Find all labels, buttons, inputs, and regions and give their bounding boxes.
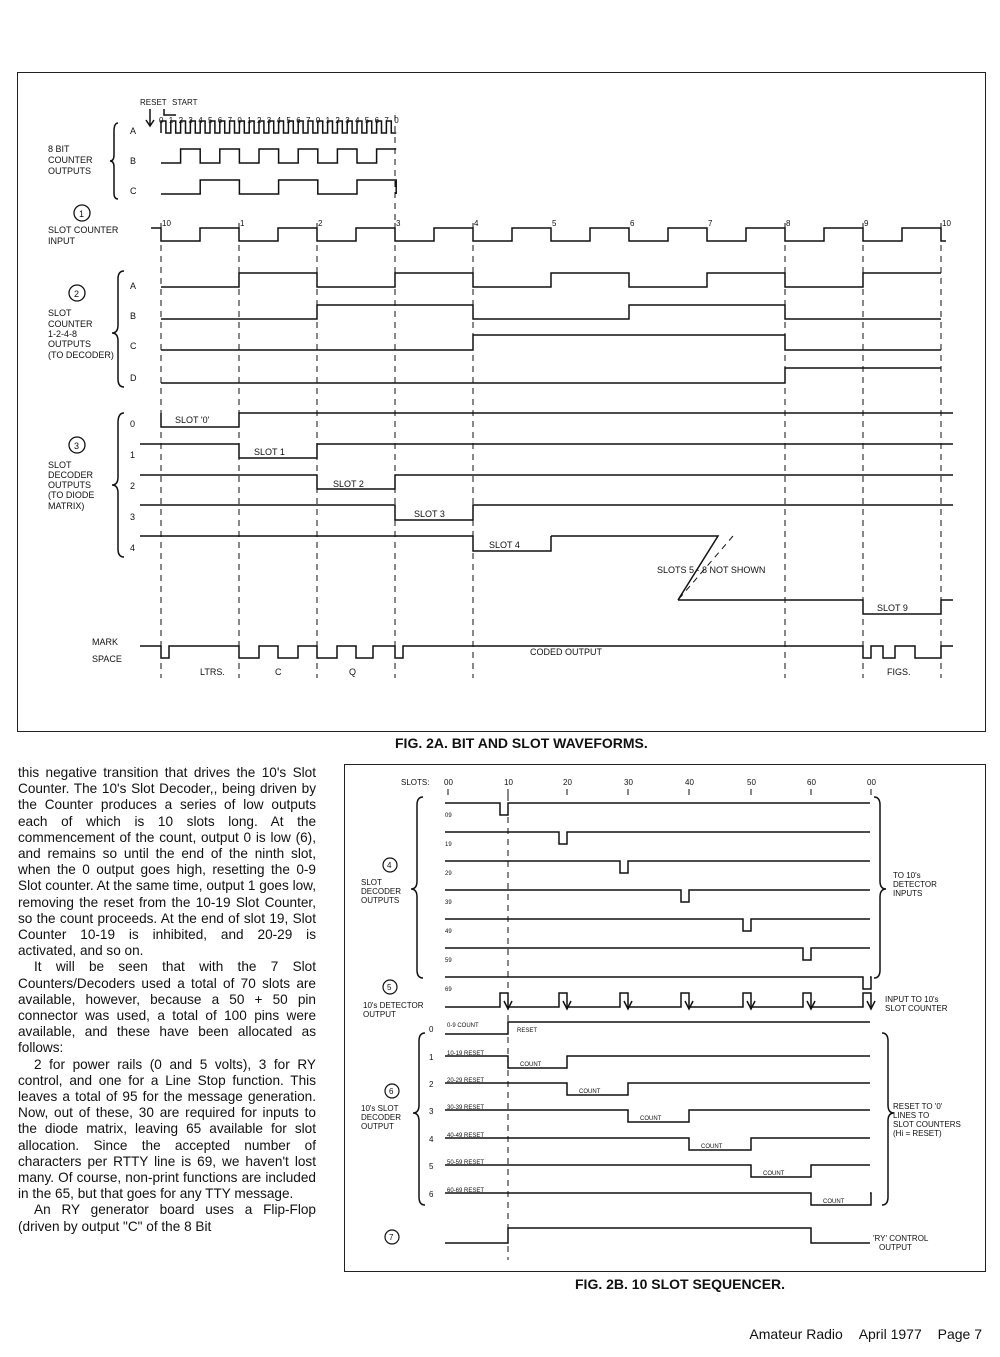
sdo-2: DECODER [361, 887, 402, 896]
tens-line-number: 5 [429, 1162, 434, 1171]
dec-line-2: 2 [130, 481, 136, 491]
bit-number: 5 [364, 116, 370, 125]
brace-4 [411, 797, 423, 978]
slot-ticks [444, 778, 876, 787]
char-q: Q [349, 667, 357, 677]
slot-tick-label: 40 [685, 778, 694, 787]
range-label: 40-49 RESET [447, 1133, 485, 1139]
circle-2: 2 [74, 289, 80, 299]
decoder-output-wave [445, 861, 870, 873]
tens-line-number: 1 [429, 1053, 434, 1062]
paragraph-1: this negative transition that drives the 10's Slot Counter. The 10's Slot Decoder,, being driven by the Counter produces a series of low outputs each of which is 10 slots long. At the commencement of the count, output 0 is low (6), and remains so until the end of the ninth slot, when the 0 output goes high, resetting the 0-9 Slot counter. At the same time, output 1 goes low, removing the reset from the 10-19 Slot Counter, so the count proceeds. At the end of slot 19, Slot Counter 10-19 is inhibited, and 20-29 is activated, and so on. [18, 765, 316, 959]
bit-number: 1 [168, 116, 174, 125]
ry-control-2: OUTPUT [879, 1243, 912, 1252]
range-labels [447, 1023, 484, 1194]
tens-output-wave [445, 1193, 871, 1205]
count-label: COUNT [823, 1199, 845, 1205]
circle-3: 3 [74, 441, 80, 451]
slot-numbers [162, 219, 951, 228]
decoder-output-number: 39 [445, 900, 452, 906]
slot-label-1: SLOT 1 [254, 447, 285, 457]
char-ltrs: LTRS. [200, 667, 225, 677]
char-figs: FIGS. [887, 667, 911, 677]
dec-out-1: SLOT [48, 460, 72, 470]
dec-out-4: (TO DIODE [48, 490, 95, 500]
tens-line-number: 4 [429, 1135, 434, 1144]
count-label: COUNT [579, 1089, 601, 1095]
tens-output-wave [445, 1165, 870, 1177]
slot-number: 6 [630, 219, 635, 228]
figure-2b-diagram [345, 765, 985, 1271]
detector-output-wave [445, 993, 871, 1007]
slot-number: 9 [864, 219, 869, 228]
circle-6: 6 [389, 1087, 394, 1096]
dec-out-5: MATRIX) [48, 501, 85, 511]
tens-output-wave [445, 1056, 870, 1068]
bit-number: 4 [198, 116, 203, 125]
coded-output-label: CODED OUTPUT [530, 647, 602, 657]
slot-label-0: SLOT '0' [175, 415, 210, 425]
counter-line-c: C [130, 186, 137, 196]
brace-6 [413, 1033, 425, 1205]
ry-control-wave [445, 1228, 870, 1243]
slot-number: 5 [552, 219, 557, 228]
slot-number: 1 [240, 219, 245, 228]
figure-2b [344, 764, 986, 1272]
reset-to-zero-4: (Hi = RESET) [893, 1129, 942, 1138]
slot-label-9: SLOT 9 [877, 603, 908, 613]
sdo-3: OUTPUTS [361, 896, 400, 905]
decoder-output-wave [445, 977, 871, 989]
footer-magazine: Amateur Radio [749, 1326, 843, 1342]
bit-number: 6 [296, 116, 301, 125]
sc-out-5: (TO DECODER) [48, 350, 114, 360]
article-body [18, 765, 316, 1235]
decoder-output-number: 49 [445, 929, 452, 935]
counter-label-1: 8 BIT [48, 144, 70, 154]
decoder-output-number: 19 [445, 842, 452, 848]
tens-0-wave [445, 1022, 870, 1034]
reset-to-zero-3: SLOT COUNTERS [893, 1120, 961, 1129]
bit-number: 6 [217, 116, 223, 125]
counter-line-a: A [130, 126, 137, 136]
range-label: 20-29 RESET [447, 1078, 485, 1084]
reset-word: RESET [517, 1028, 538, 1034]
slot-counter-input-wave [151, 228, 946, 241]
bit-number: 1 [247, 116, 252, 125]
space-label: SPACE [92, 654, 122, 664]
sc-out-c-wave [161, 335, 941, 350]
reset-label: RESET [140, 98, 167, 107]
sc-out-a-wave [161, 273, 941, 287]
dec-3-wave [140, 505, 953, 520]
range-label: 60-69 RESET [447, 1188, 485, 1194]
slot-number: 2 [318, 219, 323, 228]
reset-to-zero-1: RESET TO '0' [893, 1102, 943, 1111]
bit-number: 3 [188, 116, 193, 125]
decoder-output-wave [445, 890, 870, 902]
tens-line-number: 2 [429, 1080, 434, 1089]
slot-number: 10 [942, 219, 951, 228]
reset-arrow [146, 109, 154, 126]
tens-line-number: 0 [429, 1025, 434, 1034]
circle-1: 1 [79, 209, 85, 219]
count-label: COUNT [701, 1144, 723, 1150]
bit-number: 7 [227, 116, 233, 125]
sc-out-b-wave [161, 305, 941, 319]
paragraph-4: An RY generator board uses a Flip-Flop (driven by output "C" of the 8 Bit [18, 1202, 316, 1234]
bit-number: 1 [325, 116, 331, 125]
slot-number: 8 [786, 219, 791, 228]
sc-out-d-wave [161, 368, 941, 383]
decoder-small-labels [445, 813, 452, 993]
dec-line-0: 0 [130, 419, 136, 429]
slot-tick-label: 10 [504, 778, 513, 787]
ry-control-1: 'RY' CONTROL [873, 1234, 929, 1243]
detector-output-2: OUTPUT [363, 1010, 396, 1019]
not-shown-label: SLOTS 5 - 8 NOT SHOWN [657, 565, 766, 575]
counter-c-wave [161, 180, 396, 194]
to-detector-1: TO 10's [893, 871, 921, 880]
detector-output-1: 10's DETECTOR [363, 1001, 424, 1010]
decoder-output-number: 59 [445, 958, 452, 964]
brace-slot-counter [112, 271, 124, 387]
bit-number: 0 [237, 116, 242, 125]
input-counter-2: SLOT COUNTER [885, 1004, 948, 1013]
mark-label: MARK [92, 637, 119, 647]
decoder-output-number: 09 [445, 813, 452, 819]
bit-number: 2 [257, 116, 262, 125]
slot-tick-label: 30 [624, 778, 633, 787]
dec-2-wave [140, 475, 953, 489]
figure-2a [17, 72, 986, 732]
bit-number: 3 [345, 116, 350, 125]
bit-number: 2 [335, 116, 340, 125]
tens-line-numbers [429, 1025, 434, 1199]
sc-line-d: D [130, 373, 137, 383]
range-label: 0-9 COUNT [447, 1023, 479, 1029]
to-detector-2: DETECTOR [893, 880, 937, 889]
sc-out-4: OUTPUTS [48, 339, 92, 349]
bit-number: 4 [276, 116, 282, 125]
figure-2b-caption: FIG. 2B. 10 SLOT SEQUENCER. [575, 1276, 786, 1292]
footer-issue: April 1977 [858, 1326, 922, 1342]
slot-number: 10 [162, 219, 171, 228]
tens-line-number: 6 [429, 1190, 434, 1199]
range-label: 30-39 RESET [447, 1105, 485, 1111]
brace-slot-decoder [112, 413, 124, 557]
bit-number: 6 [374, 116, 380, 125]
slot-number: 4 [474, 219, 479, 228]
counter-label-3: OUTPUTS [48, 166, 92, 176]
circle-5: 5 [387, 983, 392, 992]
counter-a-wave [161, 121, 396, 133]
range-label: 10-19 RESET [447, 1051, 485, 1057]
dec-line-3: 3 [130, 512, 136, 522]
circle-4: 4 [387, 861, 392, 870]
dec-0-wave [161, 413, 953, 427]
paragraph-3: 2 for power rails (0 and 5 volts), 3 for RY control, and one for a Line Stop function. This leaves a total of 95 for the message generation. Now, out of these, 30 are required for inputs to the diode matrix, leaving 65 available for slot allocation. Since the accepted number of characters per RTTY line is 69, we haven't lost many. Of course, non-print functions are included in the 65, but that goes for any TTY message. [18, 1056, 316, 1202]
slot-number: 7 [708, 219, 713, 228]
tens-decoder-1: 10's SLOT [361, 1104, 399, 1113]
bit-number: 5 [208, 116, 213, 125]
bit-number: 2 [178, 116, 184, 125]
dec-line-4: 4 [130, 543, 136, 553]
range-label: 50-59 RESET [447, 1160, 485, 1166]
slot-tick-label: 50 [747, 778, 756, 787]
brace-counter [110, 123, 118, 199]
decoder-output-wave [445, 832, 870, 844]
bit-number: 0 [315, 116, 321, 125]
bit-number: 7 [306, 116, 311, 125]
brace-4-right [874, 797, 886, 978]
circle-7: 7 [389, 1233, 394, 1242]
paragraph-2: It will be seen that with the 7 Slot Counters/Decoders used a total of 70 slots are available, however, because a 50 + 50 pin connector was used, a total of 100 pins were available, and these have been allocated as follows: [18, 959, 316, 1056]
tens-output-wave [445, 1138, 870, 1150]
slots-label: SLOTS: [401, 778, 430, 787]
sc-line-b: B [130, 311, 137, 321]
sc-line-a: A [130, 281, 137, 291]
tens-output-wave [445, 1083, 870, 1095]
bit-number: 0 [394, 116, 399, 125]
to-detector-3: INPUTS [893, 889, 923, 898]
slot-label-2: SLOT 2 [333, 479, 364, 489]
counter-label-2: COUNTER [48, 155, 93, 165]
figure-2a-diagram [18, 73, 985, 731]
slot-tick-label: 00 [444, 778, 453, 787]
char-c: C [275, 667, 282, 677]
dec-out-2: DECODER [48, 470, 94, 480]
input-counter-1: INPUT TO 10's [885, 995, 939, 1004]
decoder-output-number: 29 [445, 871, 452, 877]
slot-label-4: SLOT 4 [489, 540, 520, 550]
slot-counter-input-1: SLOT COUNTER [48, 225, 119, 235]
figure-2a-caption: FIG. 2A. BIT AND SLOT WAVEFORMS. [395, 735, 648, 751]
counter-b-wave [161, 149, 396, 163]
footer-page: Page 7 [937, 1326, 982, 1342]
start-label: START [172, 98, 198, 107]
dec-out-3: OUTPUTS [48, 480, 92, 490]
bit-number: 4 [355, 116, 360, 125]
slot-tick-label: 20 [563, 778, 572, 787]
start-marker [164, 109, 176, 115]
decoder-output-wave [445, 803, 870, 815]
sdo-1: SLOT [361, 878, 382, 887]
decoder-output-wave [445, 948, 870, 960]
slot-label-3: SLOT 3 [414, 509, 445, 519]
tens-decoder-3: OUTPUT [361, 1122, 394, 1131]
slot-tick-label: 00 [867, 778, 876, 787]
sc-out-2: COUNTER [48, 319, 93, 329]
bit-number: 7 [384, 116, 389, 125]
bit-number: 0 [159, 116, 164, 125]
decoder-output-number: 69 [445, 987, 452, 993]
dec-line-1: 1 [130, 450, 136, 460]
bit-number: 3 [266, 116, 272, 125]
page-footer [737, 1326, 982, 1342]
count-label: COUNT [520, 1062, 542, 1068]
bit-number: 5 [286, 116, 291, 125]
slot-counter-input-2: INPUT [48, 236, 75, 246]
sc-out-1: SLOT [48, 308, 72, 318]
slot-tick-label: 60 [807, 778, 816, 787]
reset-to-zero-2: LINES TO [893, 1111, 930, 1120]
tens-decoder-2: DECODER [361, 1113, 402, 1122]
decoder-output-wave [445, 919, 870, 931]
count-label: COUNT [640, 1116, 662, 1122]
sc-out-3: 1-2-4-8 [48, 329, 78, 339]
slot-number: 3 [396, 219, 401, 228]
sc-line-c: C [130, 341, 137, 351]
tens-line-number: 3 [429, 1107, 434, 1116]
count-label: COUNT [763, 1171, 785, 1177]
counter-line-b: B [130, 156, 137, 166]
